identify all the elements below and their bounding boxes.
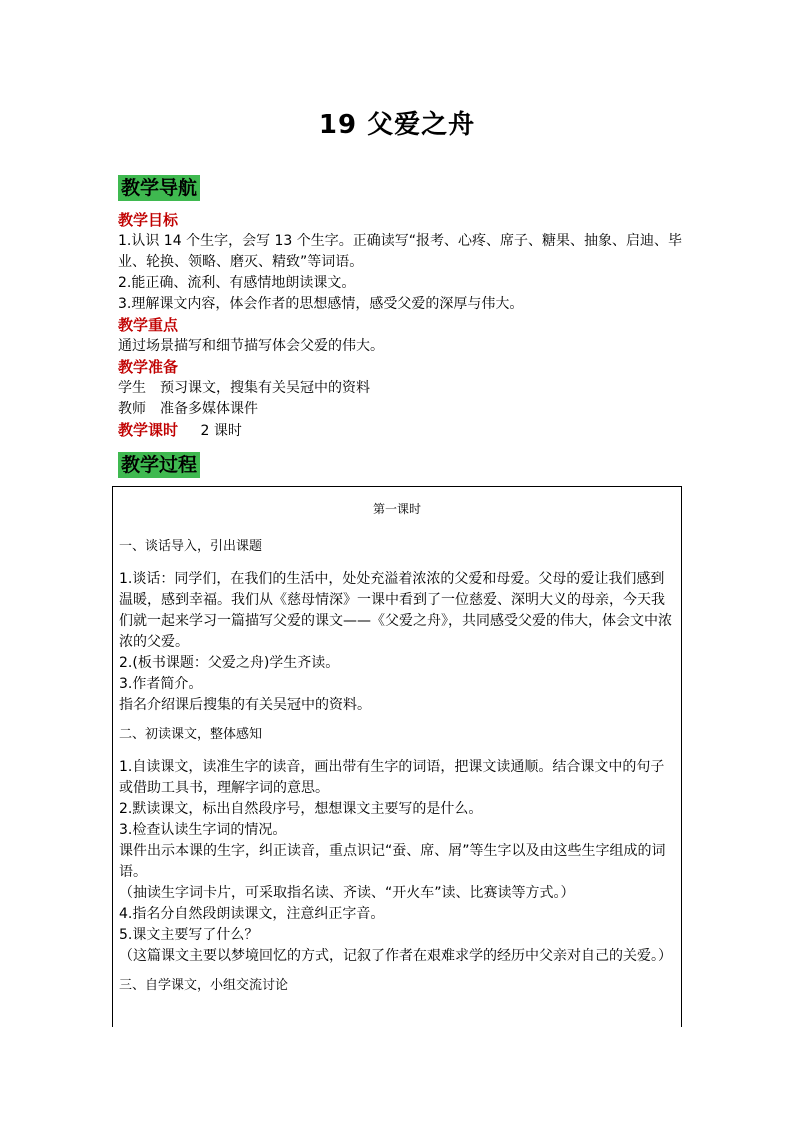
paragraph: 3.检查认读生字词的情况。 <box>119 822 287 838</box>
focus-heading: 教学重点 <box>118 316 179 334</box>
paragraph: 2.(板书课题：父爱之舟)学生齐读。 <box>119 655 340 671</box>
paragraph: 3.作者简介。 <box>119 676 203 692</box>
part-title: 一、谈话导入，引出课题 <box>119 539 263 554</box>
goal-item: 3.理解课文内容，体会作者的思想感情，感受父爱的深厚与伟大。 <box>118 296 524 312</box>
page-title: 19 父爱之舟 <box>318 110 476 140</box>
goals-heading: 教学目标 <box>118 211 179 229</box>
period-label: 第一课时 <box>372 502 421 516</box>
part-title: 二、初读课文，整体感知 <box>119 727 263 742</box>
paragraph: （这篇课文主要以梦境回忆的方式，记叙了作者在艰难求学的经历中父亲对自己的关爱。） <box>119 948 672 964</box>
paragraph: 1.谈话：同学们，在我们的生活中，处处充溢着浓浓的父爱和母爱。父母的爱让我们感到温暖，感到幸福。我们从《慈母情深》一课中看到了一位慈爱、深明大义的母亲，今天我们就一起来学习一篇描写父爱的课文——《父爱之舟》，共同感受父爱的伟大，体会文中浓浓的父爱。 <box>119 571 672 650</box>
paragraph: 4.指名分自然段朗读课文，注意纠正字音。 <box>119 906 385 922</box>
hours-value: 2 课时 <box>200 423 242 439</box>
section-heading-guide: 教学导航 <box>118 175 200 201</box>
goal-item: 2.能正确、流利、有感情地朗读课文。 <box>118 275 356 291</box>
paragraph: 课件出示本课的生字，纠正读音，重点识记“蚕、席、屑”等生字以及由这些生字组成的词语。 <box>119 843 666 880</box>
part-title: 三、自学课文，小组交流讨论 <box>119 978 289 993</box>
paragraph: 2.默读课文，标出自然段序号，想想课文主要写的是什么。 <box>119 801 483 817</box>
paragraph: 指名介绍课后搜集的有关吴冠中的资料。 <box>119 697 371 713</box>
hours-heading: 教学课时 <box>118 421 179 439</box>
paragraph: 1.自读课文，读准生字的读音，画出带有生字的词语，把课文读通顺。结合课文中的句子或借助工具书，理解字词的意思。 <box>119 759 665 796</box>
prep-teacher: 教师 准备多媒体课件 <box>118 401 258 417</box>
focus-text: 通过场景描写和细节描写体会父爱的伟大。 <box>118 338 384 354</box>
prep-student: 学生 预习课文，搜集有关吴冠中的资料 <box>118 380 370 396</box>
process-box <box>112 486 682 1027</box>
paragraph: 5.课文主要写了什么？ <box>119 927 259 943</box>
guide-block <box>118 210 683 442</box>
goal-item: 1.认识 14 个生字，会写 13 个生字。正确读写“报考、心疼、席子、糖果、抽象、启迪、毕业、轮换、领略、磨灭、精致”等词语。 <box>118 233 683 270</box>
paragraph: （抽读生字词卡片，可采取指名读、齐读、“开火车”读、比赛读等方式。） <box>119 885 575 901</box>
section-heading-process: 教学过程 <box>118 452 200 478</box>
prep-heading: 教学准备 <box>118 358 179 376</box>
hours-line <box>118 420 683 442</box>
